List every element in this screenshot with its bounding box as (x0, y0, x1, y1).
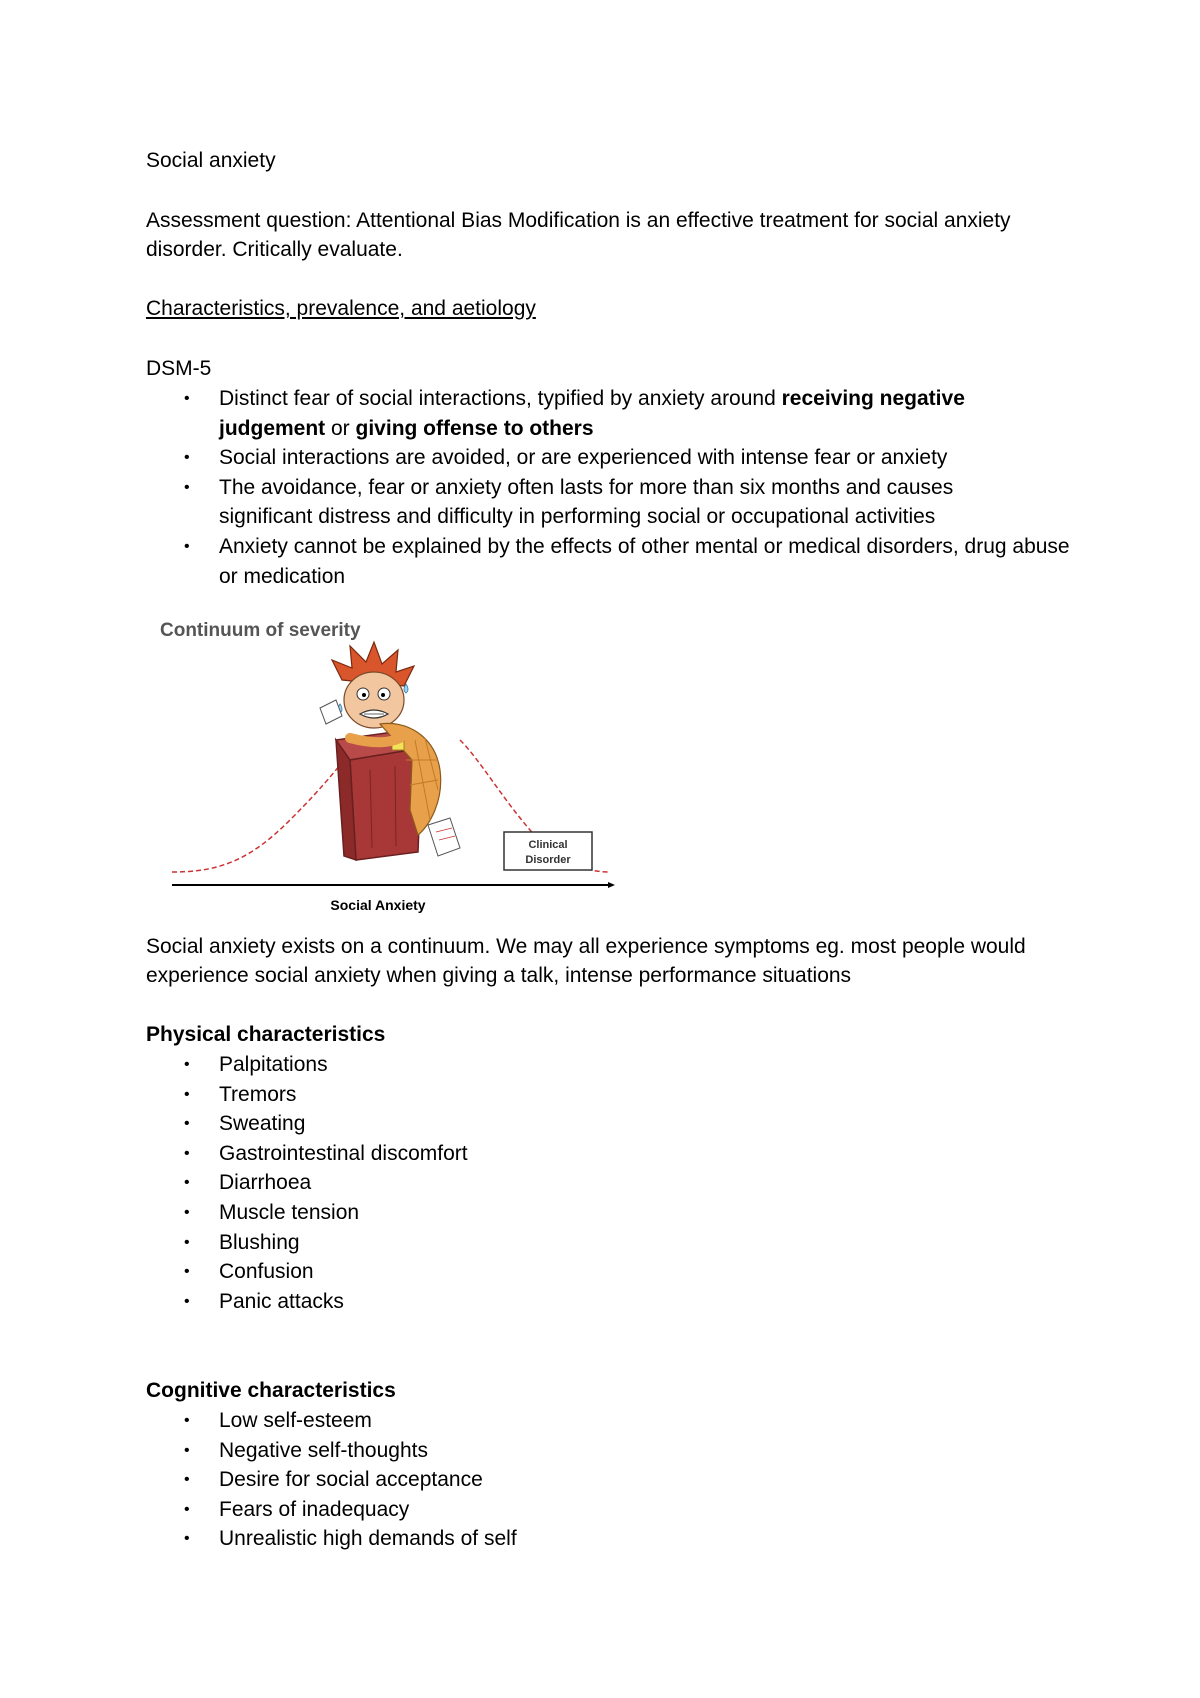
dsm-criteria-list (146, 384, 1079, 591)
continuum-paragraph: Social anxiety exists on a continuum. We may all experience symptoms eg. most people would experience social anxiety when giving a talk, intense performance situations (146, 935, 1026, 987)
box-label-line2: Disorder (525, 854, 571, 866)
bullet: • (184, 449, 190, 467)
bullet: • (184, 537, 190, 555)
axis-label: Social Anxiety (330, 897, 426, 913)
continuum-illustration (160, 620, 620, 920)
list-item: • The avoidance, fear or anxiety often lasts for more than six months and causes significant distress and difficulty in performing social or occupational activities (146, 473, 1079, 532)
assessment-question: Assessment question: Attentional Bias Modification is an effective treatment for social anxiety disorder. Critically evaluate. (146, 209, 1011, 261)
continuum-figure (160, 620, 620, 920)
physical-heading: Physical characteristics (146, 1023, 386, 1046)
bullet: • (184, 478, 190, 496)
list-item: • Anxiety cannot be explained by the effects of other mental or medical disorders, drug abuse or medication (146, 532, 1079, 591)
list-item: • Palpitations (184, 1053, 328, 1076)
list-item: • Tremors (184, 1082, 297, 1106)
bullet: • (184, 390, 190, 407)
axis-arrow-icon (608, 882, 615, 888)
box-label-line1: Clinical (528, 839, 568, 851)
list-item: • Unrealistic high demands of self (184, 1527, 517, 1551)
list-item: • Low self-esteem (184, 1409, 372, 1432)
list-item: • Social interactions are avoided, or are experienced with intense fear or anxiety (146, 443, 1079, 473)
physical-list (146, 1050, 468, 1316)
list-item: • Blushing (184, 1230, 300, 1254)
list-item: • Fears of inadequacy (184, 1497, 410, 1521)
cognitive-list (146, 1406, 517, 1554)
list-item: • Distinct fear of social interactions, typified by anxiety around receiving negative judgement or giving offense to others (146, 384, 1079, 443)
list-item: • Confusion (184, 1260, 314, 1284)
list-item: • Sweating (184, 1112, 306, 1136)
dsm-label: DSM-5 (146, 357, 212, 380)
list-item: • Negative self-thoughts (184, 1438, 428, 1462)
section-heading: Characteristics, prevalence, and aetiology (146, 297, 536, 320)
curve-left (172, 738, 360, 872)
list-item: • Gastrointestinal discomfort (184, 1141, 468, 1165)
list-item: • Panic attacks (184, 1289, 344, 1313)
document-title: Social anxiety (146, 149, 276, 172)
cognitive-heading: Cognitive characteristics (146, 1379, 396, 1402)
list-item: • Diarrhoea (184, 1171, 312, 1195)
list-item: • Desire for social acceptance (184, 1468, 483, 1492)
list-item: • Muscle tension (184, 1200, 360, 1224)
figure-title: Continuum of severity (160, 620, 361, 641)
